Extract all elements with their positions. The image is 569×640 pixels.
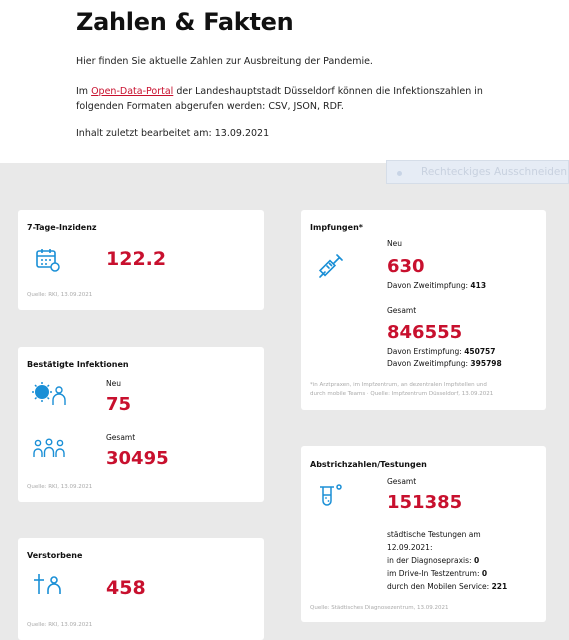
inzidenz-card (18, 210, 264, 310)
testungen-line4 (387, 569, 487, 578)
testungen-line5-label: durch den Mobilen Service: (387, 582, 492, 591)
testungen-line3-label: in der Diagnosepraxis: (387, 556, 474, 565)
portal-prefix: Im (76, 86, 92, 97)
testungen-line2: 12.09.2021: (387, 543, 433, 552)
testungen-gesamt-label: Gesamt (387, 477, 417, 486)
infektionen-gesamt-label: Gesamt (106, 433, 136, 442)
testungen-line4-value: 0 (481, 569, 488, 578)
impfungen-card (301, 210, 546, 410)
updated-text: Inhalt zuletzt bearbeitet am: 13.09.2021 (76, 128, 270, 139)
inzidenz-source: Quelle: RKI, 13.09.2021 (27, 292, 93, 298)
verstorbene-source: Quelle: RKI, 13.09.2021 (27, 622, 93, 628)
testungen-line3 (387, 556, 479, 565)
testungen-gesamt-value: 151385 (387, 492, 463, 513)
intro-text: Hier finden Sie aktuelle Zahlen zur Ausbreitung der Pandemie. (76, 56, 373, 67)
impfungen-zweit-value: 395798 (470, 359, 502, 368)
infektionen-source: Quelle: RKI, 13.09.2021 (27, 484, 93, 490)
portal-text (76, 84, 483, 100)
inzidenz-value: 122.2 (106, 248, 167, 270)
snip-label: Rechteckiges Ausschneiden (421, 166, 568, 178)
impfungen-neu-second-value: 413 (470, 281, 487, 290)
impfungen-gesamt-label: Gesamt (387, 306, 417, 315)
group-icon (32, 437, 66, 461)
snip-overlay-bar[interactable] (386, 160, 569, 184)
portal-suffix-1: der Landeshauptstadt Düsseldorf können die Infektionszahlen in (173, 86, 483, 97)
testungen-line5-value: 221 (491, 582, 508, 591)
impfungen-erst (387, 347, 496, 356)
impfungen-zweit (387, 359, 502, 368)
verstorbene-value: 458 (106, 577, 146, 599)
infektionen-neu-value: 75 (106, 394, 132, 415)
infektionen-neu-label: Neu (106, 379, 121, 388)
infektionen-title: Bestätigte Infektionen (27, 360, 129, 369)
impfungen-title: Impfungen* (310, 223, 363, 232)
testungen-title: Abstrichzahlen/Testungen (310, 460, 427, 469)
impfungen-neu-label: Neu (387, 239, 402, 248)
infektionen-gesamt-value: 30495 (106, 448, 169, 469)
open-data-portal-link[interactable]: Open-Data-Portal (91, 86, 174, 97)
verstorbene-card (18, 538, 264, 640)
impfungen-neu-second (387, 281, 486, 290)
impfungen-erst-label: Davon Erstimpfung: (387, 347, 465, 356)
impfungen-erst-value: 450757 (464, 347, 496, 356)
testungen-line3-value: 0 (473, 556, 480, 565)
syringe-icon (317, 252, 345, 280)
testungen-line4-label: im Drive-In Testzentrum: (387, 569, 482, 578)
virus-person-icon (32, 380, 66, 408)
header-section (0, 0, 569, 163)
testungen-source: Quelle: Städtisches Diagnosezentrum, 13.09.2021 (310, 605, 449, 611)
impfungen-neu-value: 630 (387, 256, 425, 277)
snip-dot-icon (397, 171, 402, 176)
infektionen-card (18, 347, 264, 502)
testungen-card (301, 446, 546, 622)
testungen-line5 (387, 582, 507, 591)
impfungen-zweit-label: Davon Zweitimpfung: (387, 359, 471, 368)
cross-person-icon (32, 572, 62, 598)
impfungen-neu-second-label: Davon Zweitimpfung: (387, 281, 471, 290)
impfungen-footnote-1: *in Arztpraxen, im Impfzentrum, an dezentralen Impfstellen und (310, 382, 487, 388)
verstorbene-title: Verstorbene (27, 551, 83, 560)
impfungen-gesamt-value: 846555 (387, 322, 463, 343)
page-title: Zahlen & Fakten (76, 8, 294, 36)
inzidenz-title: 7-Tage-Inzidenz (27, 223, 97, 232)
portal-text-2: folgenden Formaten abgerufen werden: CSV, JSON, RDF. (76, 101, 344, 112)
testungen-line1: städtische Testungen am (387, 530, 481, 539)
test-tube-icon (317, 481, 345, 509)
impfungen-footnote-2: durch mobile Teams · Quelle: Impfzentrum Düsseldorf, 13.09.2021 (310, 391, 494, 397)
calendar-virus-icon (34, 246, 62, 274)
